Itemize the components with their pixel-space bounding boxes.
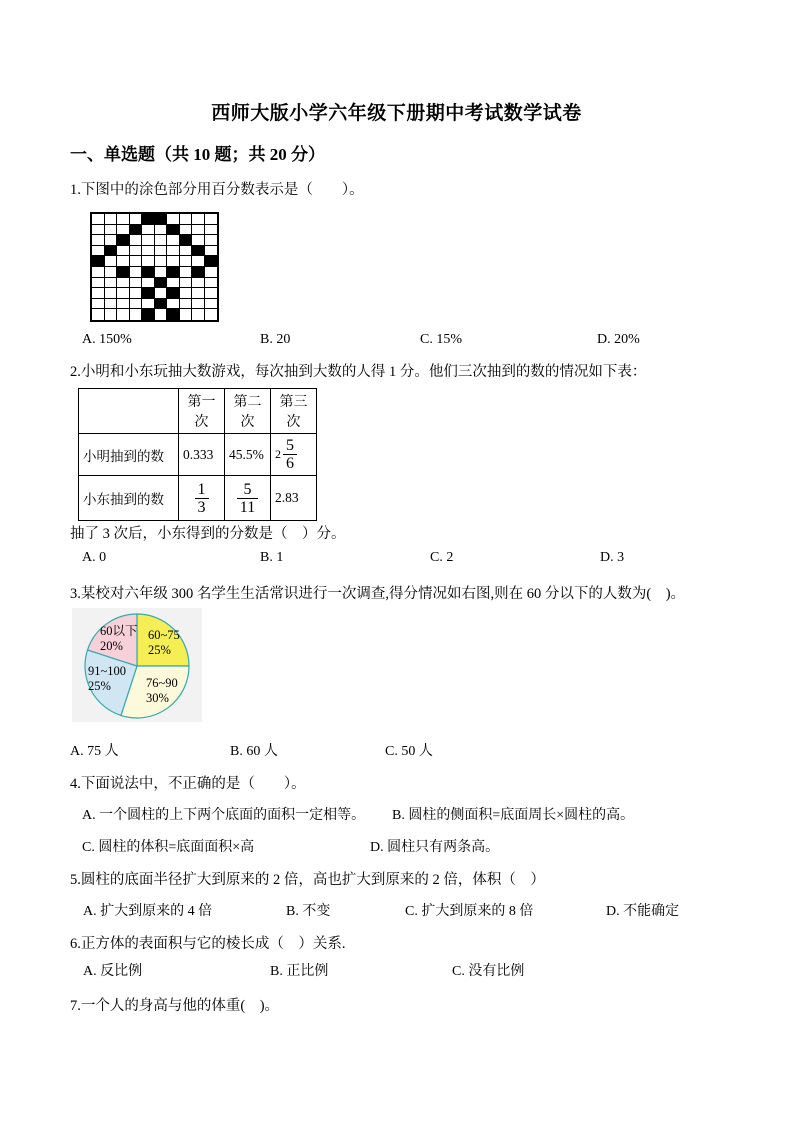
grid-cell (167, 299, 180, 310)
grid-cell (155, 225, 168, 236)
row-label-xiaoming: 小明抽到的数 (79, 434, 179, 476)
grid-cell (130, 246, 143, 257)
table-row (79, 434, 317, 476)
grid-cell (192, 309, 205, 320)
grid-cell (192, 225, 205, 236)
grid-cell-shaded (117, 267, 130, 278)
grid-cell (142, 246, 155, 257)
mixed-number-whole: 2 (275, 447, 281, 461)
question-4-options-row-1 (0, 804, 793, 824)
grid-cell-shaded (142, 267, 155, 278)
grid-cell (180, 256, 193, 267)
q6-option-b: B. 正比例 (270, 964, 329, 979)
grid-cell (167, 256, 180, 267)
question-6-options (0, 960, 793, 980)
question-3-text: 3.某校对六年级 300 名学生生活常识进行一次调查,得分情况如右图,则在 60 分以下的人数为( )。 (70, 586, 686, 602)
grid-cell (205, 246, 218, 257)
grid-cell (205, 225, 218, 236)
grid-cell (180, 225, 193, 236)
question-6-text: 6.正方体的表面积与它的棱长成（ ）关系. (70, 936, 346, 952)
xiaoming-draw-1: 0.333 (179, 434, 225, 476)
grid-cell-shaded (117, 235, 130, 246)
grid-cell (192, 299, 205, 310)
q3-option-a: A. 75 人 (70, 744, 119, 759)
grid-cell (167, 235, 180, 246)
grid-cell (155, 246, 168, 257)
q6-option-c: C. 没有比例 (452, 964, 525, 979)
col-header-3: 第三次 (271, 389, 317, 434)
grid-cell (130, 214, 143, 225)
grid-cell (205, 214, 218, 225)
table-row (79, 476, 317, 521)
grid-cell (192, 288, 205, 299)
question-5-options (0, 900, 793, 920)
xiaodong-draw-3: 2.83 (271, 476, 317, 521)
grid-cell-shaded (142, 309, 155, 320)
grid-cell (142, 256, 155, 267)
grid-cell (205, 299, 218, 310)
q5-option-b: B. 不变 (286, 904, 331, 919)
q4-option-b: B. 圆柱的侧面积=底面周长×圆柱的高。 (392, 808, 635, 823)
grid-cell (130, 288, 143, 299)
question-1-options (0, 332, 793, 352)
q5-option-c: C. 扩大到原来的 8 倍 (405, 904, 534, 919)
grid-cell (155, 288, 168, 299)
grid-cell (117, 299, 130, 310)
grid-cell-shaded (142, 288, 155, 299)
grid-cell (130, 278, 143, 289)
question-2-options (0, 550, 793, 570)
q5-option-a: A. 扩大到原来的 4 倍 (83, 904, 213, 919)
grid-cell (92, 246, 105, 257)
grid-cell (205, 267, 218, 278)
q6-option-a: A. 反比例 (83, 964, 143, 979)
grid-cell-shaded (192, 246, 205, 257)
grid-cell (130, 267, 143, 278)
page-title: 西师大版小学六年级下册期中考试数学试卷 (211, 103, 582, 124)
grid-cell (155, 267, 168, 278)
grid-cell (92, 299, 105, 310)
grid-cell (205, 309, 218, 320)
grid-cell (192, 214, 205, 225)
pie-label-60-75: 60~75 25% (148, 628, 180, 657)
q2-option-a: A. 0 (82, 550, 107, 565)
grid-cell (205, 278, 218, 289)
grid-cell (180, 309, 193, 320)
pie-chart-figure (72, 608, 202, 722)
fraction-denominator: 6 (286, 455, 294, 472)
question-2-text: 2.小明和小东玩抽大数游戏，每次抽到大数的人得 1 分。他们三次抽到的数的情况如下表： (70, 364, 647, 380)
fraction-denominator: 11 (239, 498, 256, 516)
pie-label-91-100: 91~100 25% (88, 664, 127, 693)
draw-numbers-table (78, 388, 317, 521)
fraction-numerator: 5 (237, 481, 258, 499)
fraction-5-6 (283, 437, 297, 472)
grid-cell (117, 278, 130, 289)
grid-cell (92, 288, 105, 299)
grid-cell (180, 214, 193, 225)
q1-option-d: D. 20% (597, 332, 640, 347)
grid-cell (105, 267, 118, 278)
grid-cell (105, 256, 118, 267)
grid-cell (192, 256, 205, 267)
grid-cell (167, 278, 180, 289)
grid-cell (130, 256, 143, 267)
grid-cell (180, 246, 193, 257)
question-1-text: 1.下图中的涂色部分用百分数表示是（ ）。 (70, 182, 364, 198)
grid-cell (142, 278, 155, 289)
q5-option-d: D. 不能确定 (606, 904, 680, 919)
q2-option-b: B. 1 (260, 550, 284, 565)
grid-cell (180, 299, 193, 310)
xiaoming-draw-2: 45.5% (225, 434, 271, 476)
q2-option-c: C. 2 (430, 550, 454, 565)
grid-cell (180, 278, 193, 289)
q4-option-d: D. 圆柱只有两条高。 (370, 840, 500, 855)
grid-cell (192, 278, 205, 289)
grid-cell-shaded (192, 267, 205, 278)
grid-cell (105, 235, 118, 246)
fraction-5-11 (237, 481, 258, 516)
grid-cell (155, 256, 168, 267)
xiaodong-draw-2 (225, 476, 271, 521)
grid-cell (105, 288, 118, 299)
grid-cell-shaded (142, 214, 155, 225)
fraction-numerator: 5 (283, 437, 297, 455)
xiaodong-draw-1 (179, 476, 225, 521)
grid-cell-shaded (105, 246, 118, 257)
q1-option-b: B. 20 (260, 332, 291, 347)
fraction-numerator: 1 (195, 481, 209, 499)
question-7-text: 7.一个人的身高与他的体重( )。 (70, 998, 280, 1014)
grid-cell (130, 309, 143, 320)
grid-cell (167, 214, 180, 225)
grid-cell (105, 309, 118, 320)
table-header-row (79, 389, 317, 434)
grid-cell-shaded (167, 267, 180, 278)
grid-cell-shaded (167, 288, 180, 299)
grid-cell (130, 299, 143, 310)
q4-option-c: C. 圆柱的体积=底面面积×高 (82, 840, 255, 855)
grid-cell-shaded (155, 299, 168, 310)
grid-cell (117, 309, 130, 320)
grid-cell (92, 235, 105, 246)
grid-cell (117, 214, 130, 225)
pie-label-76-90: 76~90 30% (146, 676, 178, 705)
grid-cell (105, 214, 118, 225)
question-2-text-2: 抽了 3 次后，小东得到的分数是（ ）分。 (70, 526, 346, 542)
q3-option-b: B. 60 人 (230, 744, 278, 759)
q1-option-c: C. 15% (420, 332, 462, 347)
col-header-1: 第一次 (179, 389, 225, 434)
q2-option-d: D. 3 (600, 550, 625, 565)
grid-cell (155, 309, 168, 320)
q3-option-c: C. 50 人 (385, 744, 433, 759)
question-4-options-row-2 (0, 836, 793, 856)
pie-label-below-60: 60以下 20% (100, 624, 138, 653)
grid-cell (192, 235, 205, 246)
q4-option-a: A. 一个圆柱的上下两个底面的面积一定相等。 (82, 808, 366, 823)
grid-cell-shaded (155, 214, 168, 225)
question-4-text: 4.下面说法中，不正确的是（ ）。 (70, 776, 306, 792)
grid-cell (92, 267, 105, 278)
grid-cell (180, 267, 193, 278)
table-corner-cell (79, 389, 179, 434)
grid-cell-shaded (130, 225, 143, 236)
grid-cell (92, 309, 105, 320)
grid-cell (180, 288, 193, 299)
grid-cell (142, 235, 155, 246)
xiaoming-draw-3 (271, 434, 317, 476)
grid-cell (105, 278, 118, 289)
grid-cell-shaded (167, 225, 180, 236)
grid-cell (130, 235, 143, 246)
grid-cell-shaded (205, 256, 218, 267)
grid-cell (105, 299, 118, 310)
col-header-2: 第二次 (225, 389, 271, 434)
grid-cell (92, 225, 105, 236)
question-5-text: 5.圆柱的底面半径扩大到原来的 2 倍，高也扩大到原来的 2 倍，体积（ ） (70, 872, 545, 888)
grid-cell (117, 256, 130, 267)
grid-cell-shaded (155, 278, 168, 289)
section-1-heading: 一、单选题（共 10 题；共 20 分） (70, 145, 325, 164)
grid-cell (117, 225, 130, 236)
grid-cell-shaded (167, 309, 180, 320)
grid-cell (117, 288, 130, 299)
grid-cell (117, 246, 130, 257)
question-3-options (0, 740, 793, 760)
grid-cell (92, 278, 105, 289)
grid-cell (205, 288, 218, 299)
grid-cell (92, 214, 105, 225)
grid-cell (105, 225, 118, 236)
grid-cell (155, 235, 168, 246)
grid-cell (142, 225, 155, 236)
fraction-denominator: 3 (197, 498, 206, 516)
fraction-1-3 (195, 481, 209, 516)
grid-cell (205, 235, 218, 246)
grid-cell-shaded (180, 235, 193, 246)
grid-cell (167, 246, 180, 257)
grid-cell (142, 299, 155, 310)
shaded-grid-figure (90, 212, 219, 322)
q1-option-a: A. 150% (82, 332, 132, 347)
grid-cell-shaded (92, 256, 105, 267)
row-label-xiaodong: 小东抽到的数 (79, 476, 179, 521)
